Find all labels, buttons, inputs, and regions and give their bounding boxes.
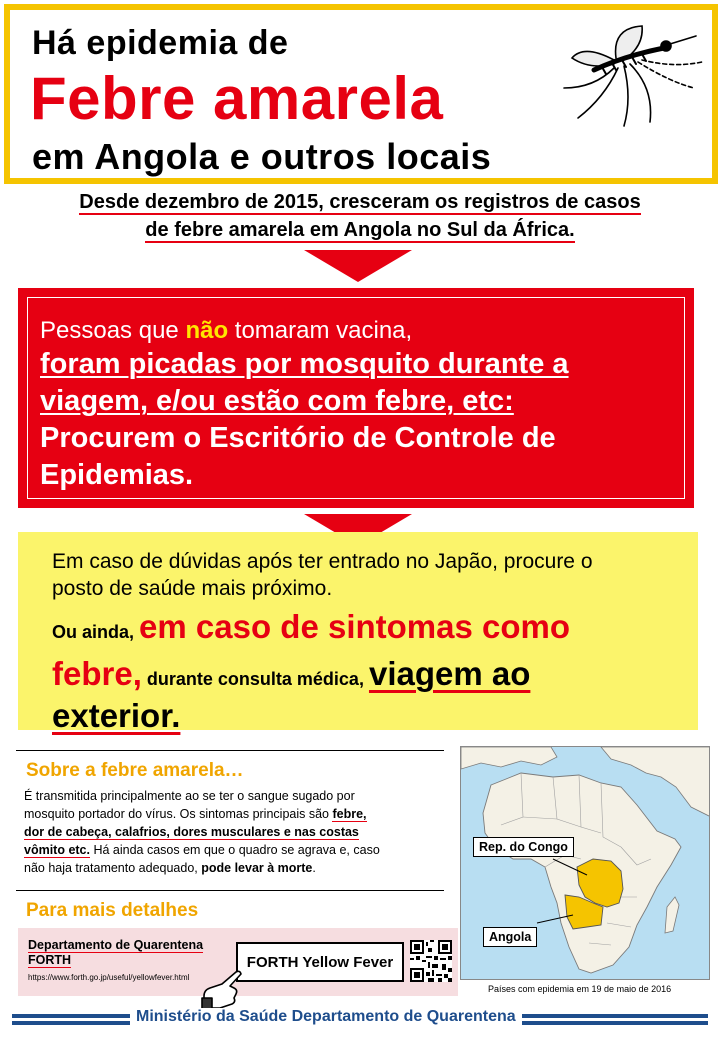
forth-search-box[interactable]: FORTH Yellow Fever: [236, 942, 404, 982]
header-line1: Há epidemia de: [32, 24, 289, 62]
warning-line1: [40, 316, 684, 346]
about-p2: [24, 805, 444, 823]
map-label-congo: Rep. do Congo: [473, 837, 574, 857]
about-p2-bold: febre,: [332, 807, 367, 821]
warning-line3-text: viagem, e/ou estão com febre, etc:: [40, 385, 514, 417]
advice-box: [18, 532, 698, 734]
warning-box-inner: [27, 297, 685, 499]
header-box: [4, 4, 718, 184]
warning-box: [18, 288, 694, 508]
advice-line1: Em caso de dúvidas após ter entrado no Japão, procure o: [52, 550, 593, 573]
more-title: Para mais detalhes: [26, 900, 199, 921]
about-p4: [24, 841, 444, 859]
warning-line2: [40, 346, 684, 383]
pointing-hand-icon: [200, 968, 246, 1012]
divider: [16, 890, 444, 891]
about-p1: É transmitida principalmente ao se ter o sangue sugado por: [24, 789, 355, 803]
warning-line2-text: foram picadas por mosquito durante a: [40, 348, 569, 380]
forth-dept-line2[interactable]: FORTH: [28, 953, 72, 967]
intro-text: [10, 188, 710, 244]
warning-line3: [40, 383, 684, 420]
warning-no: não: [185, 317, 229, 344]
about-p5-bold: pode levar à morte: [201, 861, 313, 875]
divider: [16, 750, 444, 751]
about-p3-text: dor de cabeça, calafrios, dores musculares e nas costas: [24, 825, 359, 839]
header-title: Febre amarela: [30, 65, 444, 132]
about-p4-text: Há ainda casos em que o quadro se agrava e, caso: [90, 843, 380, 857]
warning-line1-b: tomaram vacina,: [228, 317, 413, 344]
about-p5-end: .: [312, 861, 316, 875]
about-p5: [24, 859, 444, 877]
qr-code-icon[interactable]: [410, 940, 452, 982]
advice-sintomas: em caso de sintomas como: [139, 608, 571, 645]
forth-dept-line1[interactable]: Departamento de Quarentena: [28, 938, 204, 952]
header-line3: em Angola e outros locais: [32, 136, 492, 177]
advice-ou-ainda: Ou ainda,: [52, 622, 135, 642]
about-p4-bold: vômito etc.: [24, 843, 90, 857]
advice-exterior: exterior.: [52, 697, 181, 734]
about-body: [24, 787, 444, 877]
advice-febre: febre,: [52, 655, 142, 692]
map-caption: Países com epidemia em 19 de maio de 2016: [488, 984, 672, 994]
about-p5-text: não haja tratamento adequado,: [24, 861, 202, 875]
about-title: Sobre a febre amarela…: [26, 760, 244, 781]
intro-line1: Desde dezembro de 2015, cresceram os registros de casos: [79, 191, 641, 213]
mosquito-icon: [554, 18, 704, 128]
map-label-angola: Angola: [483, 927, 537, 947]
advice-durante: durante consulta médica,: [146, 669, 364, 689]
intro-line2: de febre amarela em Angola no Sul da África.: [145, 219, 575, 241]
about-p2-text: mosquito portador do vírus. Os sintomas principais são: [24, 807, 333, 821]
forth-url[interactable]: https://www.forth.go.jp/useful/yellowfever.html: [28, 973, 190, 982]
footer-text: Ministério da Saúde Departamento de Quarentena: [130, 1008, 522, 1026]
advice-symptoms: [52, 606, 698, 742]
advice-line2: posto de saúde mais próximo.: [52, 577, 333, 600]
about-p3: [24, 823, 444, 841]
warning-line4: Procurem o Escritório de Controle de: [40, 422, 556, 454]
forth-dept[interactable]: [28, 938, 203, 968]
advice-viagem: viagem ao: [368, 655, 531, 692]
warning-line5: Epidemias.: [40, 459, 194, 491]
down-arrow-icon: [304, 250, 412, 282]
warning-line1-a: Pessoas que: [40, 317, 186, 344]
africa-map: [460, 746, 710, 980]
